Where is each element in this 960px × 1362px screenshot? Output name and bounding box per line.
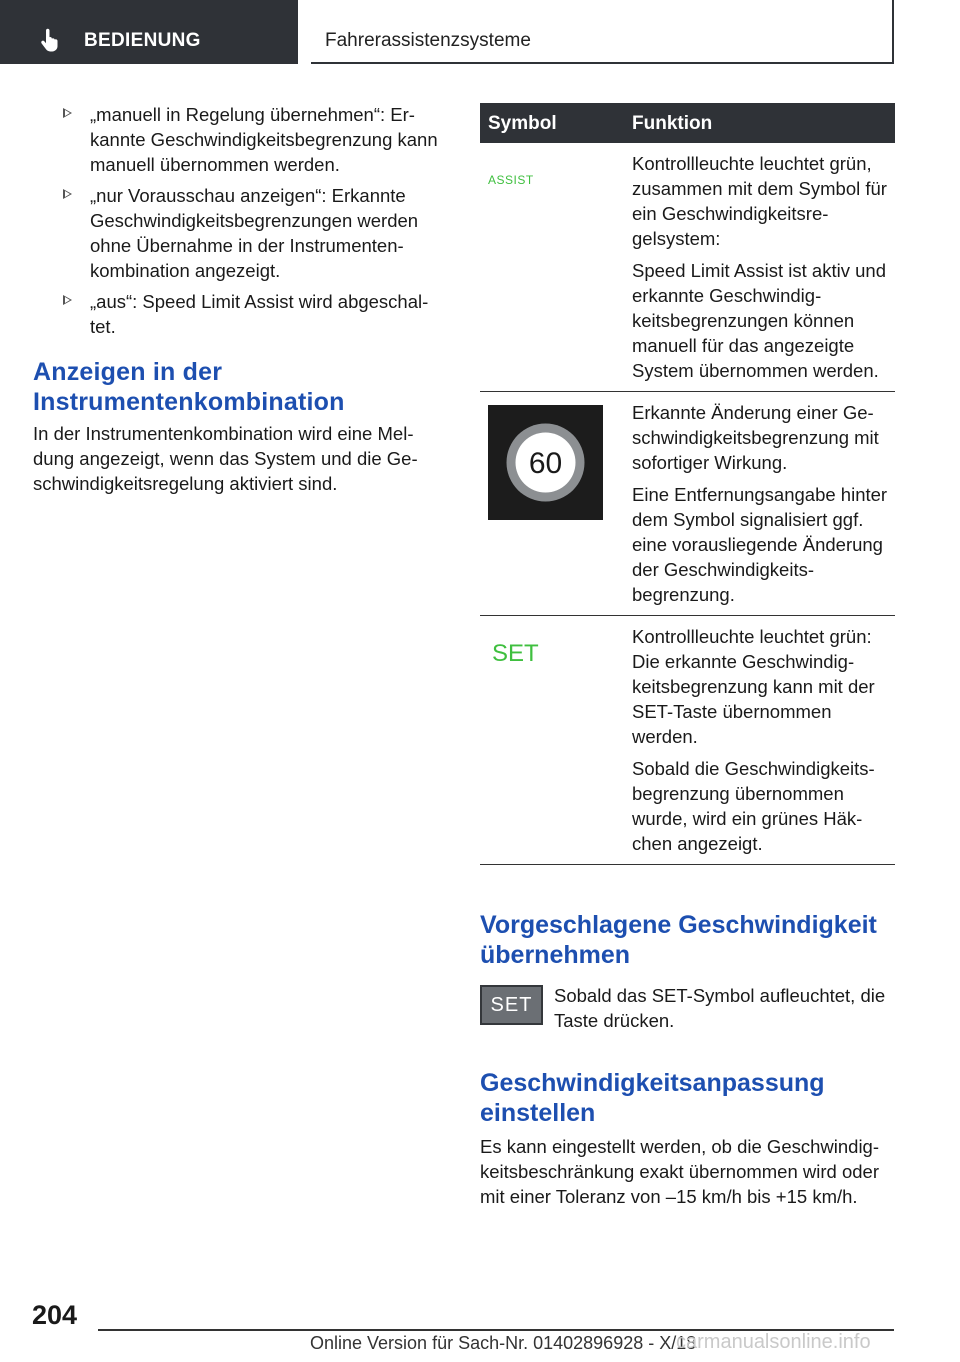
list-item: [33, 183, 443, 283]
function-cell: [632, 143, 890, 391]
triangle-bullet-icon: [63, 295, 72, 305]
set-indicator-icon: SET: [492, 640, 539, 667]
section-heading: Vorgeschlagene Geschwindigkeit übernehmen: [480, 911, 877, 969]
list-item: [33, 102, 443, 177]
list-item-text: „aus“: Speed Limit Assist wird abgeschaltet.: [90, 291, 429, 337]
function-text: Sobald die Geschwindigkeitsbegrenzung übernommen wurde, wird ein grünes Häkchen angezeigt.: [632, 758, 875, 854]
hand-pointer-icon: [38, 26, 64, 52]
section-title: BEDIENUNG: [84, 30, 201, 51]
function-cell: [632, 616, 890, 864]
function-text: Kontrollleuchte leuchtet grün: Die erkannte Geschwindigkeitsbegrenzung kann mit der SET-Taste übernommen werden.: [632, 626, 875, 747]
speed-limit-value: 60: [528, 447, 563, 480]
chapter-title: Fahrerassistenzsysteme: [325, 30, 531, 51]
function-text: Erkannte Änderung einer Geschwindigkeitsbegrenzung mit sofortiger Wirkung.: [632, 402, 879, 473]
symbol-table: [480, 103, 895, 865]
column-header-function: Funktion: [632, 113, 713, 134]
function-text: Speed Limit Assist ist aktiv und erkannte Geschwindigkeitsbegrenzungen können manuell für das angezeigte System übernommen werden.: [632, 260, 886, 381]
set-button-icon: SET: [480, 985, 543, 1025]
body-paragraph: In der Instrumentenkombination wird eine Meldung angezeigt, wenn das System und die Geschwindigkeitsregelung aktiviert sind.: [33, 423, 418, 494]
speed-limit-sign-icon: [488, 405, 603, 520]
left-column: [33, 102, 443, 496]
triangle-bullet-icon: [63, 189, 72, 199]
assist-indicator-icon: ASSIST: [488, 173, 534, 187]
table-row: [480, 392, 895, 616]
chapter-header: [311, 0, 894, 64]
list-item-text: „nur Vorausschau anzeigen“: Erkannte Geschwindigkeitsbegrenzungen werden ohne Übernahme in der Instrumentenkombination angezeigt.: [90, 185, 419, 281]
watermark: carmanualsonline.info: [676, 1331, 871, 1353]
triangle-bullet-icon: [63, 108, 72, 118]
section-heading: Anzeigen in der Instrumentenkombination: [33, 358, 345, 416]
section-tab: [0, 0, 298, 64]
function-cell: [632, 392, 890, 615]
section-heading: Geschwindigkeitsanpassung einstellen: [480, 1069, 825, 1127]
page-number: 204: [32, 1300, 78, 1330]
body-paragraph: Es kann eingestellt werden, ob die Geschwindigkeitsbeschränkung exakt übernommen wird oder mit einer Toleranz von –15 km/h bis +15 km/h.: [480, 1136, 880, 1207]
column-header-symbol: Symbol: [488, 113, 557, 134]
table-header: [480, 103, 895, 143]
table-row: [480, 616, 895, 865]
list-item-text: „manuell in Regelung übernehmen“: Erkannte Geschwindigkeitsbegrenzung kann manuell übernommen werden.: [90, 104, 438, 175]
function-text: Kontrollleuchte leuchtet grün, zusammen mit dem Symbol für ein Geschwindigkeitsregelsystem:: [632, 153, 887, 249]
list-item: [33, 289, 443, 339]
table-row: [480, 143, 895, 392]
body-paragraph: Sobald das SET-Symbol aufleuchtet, die Taste drücken.: [554, 985, 886, 1031]
function-text: Eine Entfernungsangabe hinter dem Symbol signalisiert ggf. eine vorausliegende Änderung der Geschwindigkeitsbegrenzung.: [632, 484, 888, 605]
footer-text: Online Version für Sach-Nr. 01402896928 - X/18: [310, 1333, 697, 1353]
